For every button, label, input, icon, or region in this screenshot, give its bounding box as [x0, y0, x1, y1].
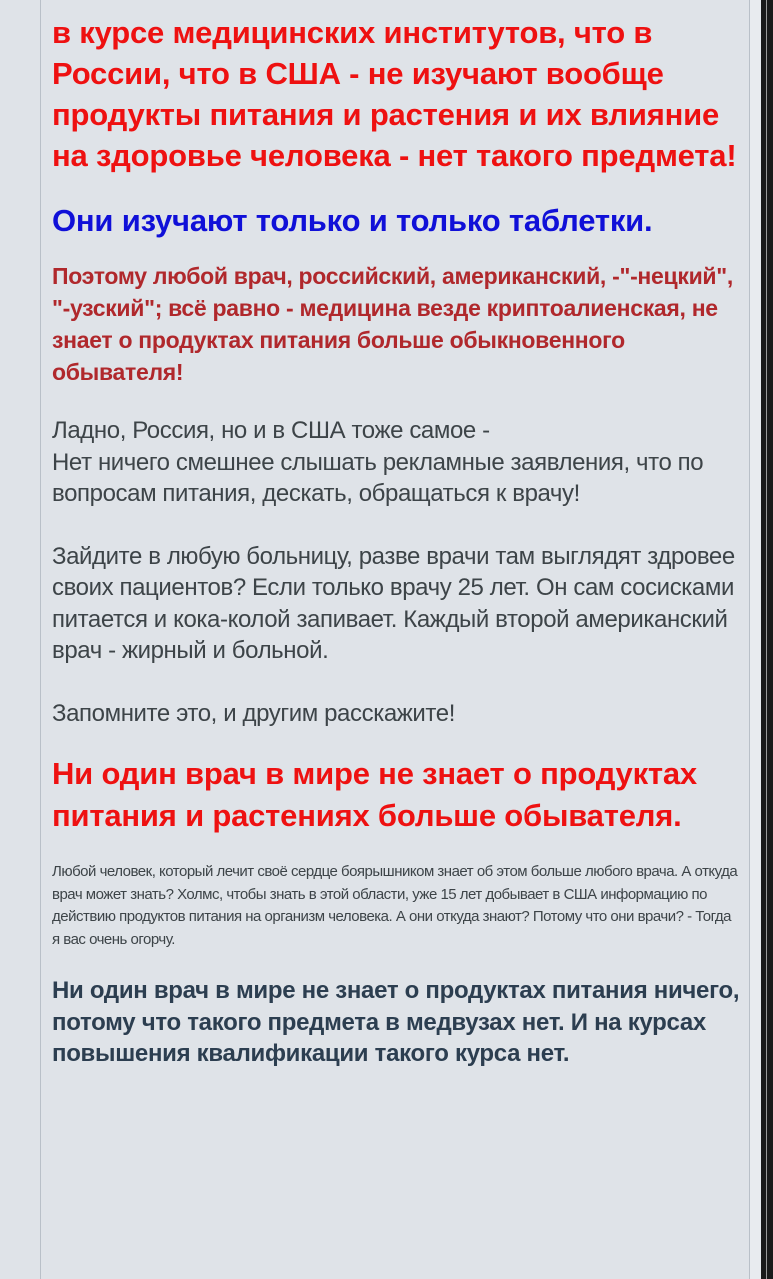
scrollbar-track[interactable]	[761, 0, 773, 1279]
paragraph-conclusion: Ни один врач в мире не знает о продуктах питания ничего, потому что такого предмета в медвузах нет. И на курсах повышения квалификации такого курса нет.	[52, 977, 740, 1067]
paragraph-usa	[52, 415, 742, 510]
paragraph-usa-line2: Нет ничего смешнее слышать рекламные заявления, что по вопросам питания, дескать, обращаться к врачу!	[52, 448, 704, 507]
paragraph-small: Любой человек, который лечит своё сердце боярышником знает об этом больше любого врача. А откуда врач может знать? Холмс, чтобы знать в этой области, уже 15 лет добывает в США информацию по действию продуктов питания на организм человека. А они откуда знают? Потому что они врачи? - Тогда я вас очень огорчу.	[52, 863, 738, 948]
article-body	[52, 12, 742, 1070]
scrollbar-line	[766, 0, 767, 1279]
paragraph-remember: Запомните это, и другим расскажите!	[52, 699, 455, 727]
headline-red-middle: Ни один врач в мире не знает о продуктах питания и растениях больше обывателя.	[52, 756, 697, 833]
headline-blue: Они изучают только и только таблетки.	[52, 203, 653, 238]
left-margin-rail	[0, 0, 41, 1279]
paragraph-usa-line1: Ладно, Россия, но и в США тоже самое -	[52, 417, 490, 444]
paragraph-darkred: Поэтому любой врач, российский, американский, -"-нецкий", "-узский"; всё равно - медицина везде криптоалиенская, не знает о продуктах питания больше обыкновенного обывателя!	[52, 263, 733, 385]
headline-red-top: в курсе медицинских институтов, что в России, что в США - не изучают вообще продукты питания и растения и их влияние на здоровье человека - нет такого предмета!	[52, 15, 737, 173]
paragraph-hospital: Зайдите в любую больницу, разве врачи там выглядят здровее своих пациентов? Если только врачу 25 лет. Он сам сосисками питается и кока-колой запивает. Каждый второй американский врач - жирный и больной.	[52, 542, 735, 664]
